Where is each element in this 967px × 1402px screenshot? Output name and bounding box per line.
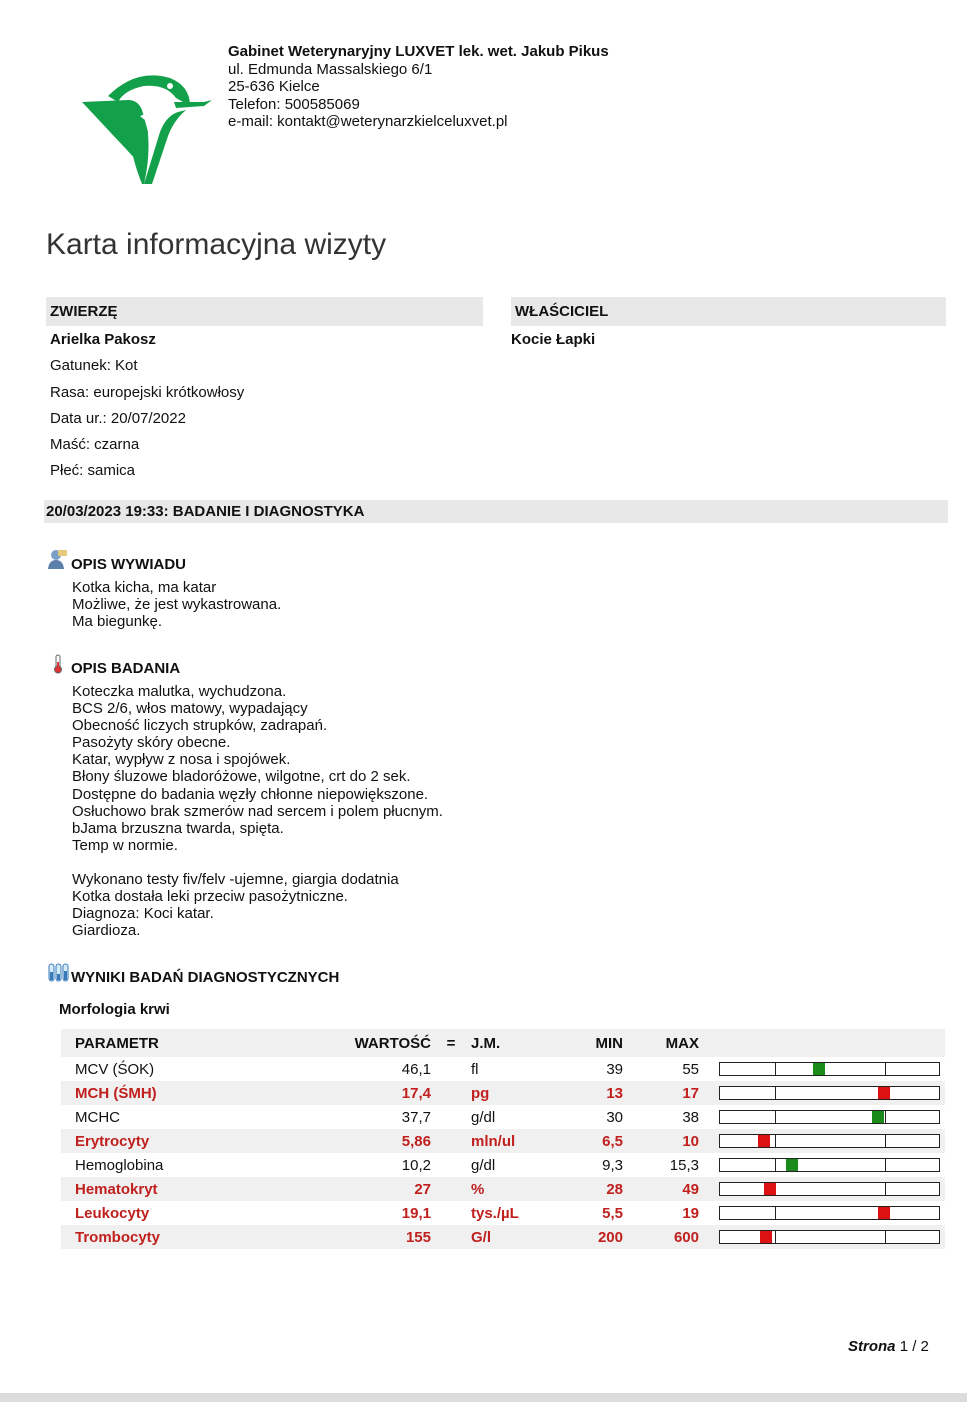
page-bottom-edge xyxy=(0,1393,967,1402)
cell-value: 27 xyxy=(321,1177,431,1201)
cell-unit: tys./µL xyxy=(471,1204,519,1222)
page-label: Strona xyxy=(848,1338,896,1355)
col-header-min: MIN xyxy=(551,1029,623,1057)
exam-line: Koteczka malutka, wychudzona. xyxy=(72,683,287,700)
blood-results-table xyxy=(61,1029,945,1249)
cell-value: 19,1 xyxy=(401,1204,431,1222)
cell-value: 155 xyxy=(321,1225,431,1249)
page-counter xyxy=(848,1338,929,1355)
cell-value: 10,2 xyxy=(401,1156,431,1174)
cell-param: Erytrocyty xyxy=(75,1129,321,1153)
cell-min: 28 xyxy=(551,1177,623,1201)
visit-header: 20/03/2023 19:33: BADANIE I DIAGNOSTYKA xyxy=(44,500,948,523)
cell-min: 6,5 xyxy=(551,1129,623,1153)
range-bar xyxy=(719,1206,940,1220)
exam-line: Wykonano testy fiv/felv -ujemne, giargia dodatnia xyxy=(72,871,399,889)
range-bar xyxy=(719,1230,940,1244)
range-bar xyxy=(719,1086,940,1100)
cell-unit: fl xyxy=(471,1060,479,1078)
exam-line: Pasożyty skóry obecne. xyxy=(72,734,231,752)
range-marker xyxy=(760,1231,772,1243)
owner-info xyxy=(511,327,595,353)
exam-line: Obecność liczych strupków, zadrapań. xyxy=(72,717,328,735)
exam-line: Osłuchowo brak szmerów nad sercem i polem płucnym. xyxy=(72,802,443,820)
range-marker xyxy=(872,1111,884,1123)
history-line: Ma biegunkę. xyxy=(72,613,163,631)
table-header-row xyxy=(61,1029,945,1057)
animal-info xyxy=(50,327,244,485)
cell-param: Trombocyty xyxy=(75,1225,321,1249)
cell-min: 200 xyxy=(551,1225,623,1249)
exam-text xyxy=(72,683,443,939)
cell-max: 49 xyxy=(623,1177,699,1201)
cell-param: MCV (ŚOK) xyxy=(75,1060,155,1078)
exam-line: Diagnoza: Koci katar. xyxy=(72,905,214,923)
exam-line: bJama brzuszna twarda, spięta. xyxy=(72,819,284,837)
col-header-value: WARTOŚĆ xyxy=(321,1029,431,1057)
table-row xyxy=(61,1129,945,1153)
cell-min: 9,3 xyxy=(602,1156,623,1174)
col-header-param: PARAMETR xyxy=(75,1029,321,1057)
col-header-eq: = xyxy=(431,1029,471,1057)
range-bar xyxy=(719,1062,940,1076)
cell-value: 46,1 xyxy=(401,1060,431,1078)
clinic-name: Gabinet Weterynaryjny LUXVET lek. wet. Jakub Pikus xyxy=(228,43,609,60)
exam-line: Kotka dostała leki przeciw pasożytniczne. xyxy=(72,888,348,906)
col-header-unit: J.M. xyxy=(471,1029,551,1057)
cell-param: MCH (ŚMH) xyxy=(75,1081,321,1105)
cell-param: Hemoglobina xyxy=(75,1156,164,1174)
exam-line: Dostępne do badania węzły chłonne niepowiększone. xyxy=(72,785,429,803)
exam-line: BCS 2/6, włos matowy, wypadający xyxy=(72,700,308,718)
exam-line: Katar, wypływ z nosa i spojówek. xyxy=(72,751,291,769)
cell-value: 5,86 xyxy=(321,1129,431,1153)
cell-param: MCHC xyxy=(75,1108,120,1126)
col-header-max: MAX xyxy=(623,1029,699,1057)
range-marker xyxy=(878,1207,890,1219)
cell-min: 13 xyxy=(551,1081,623,1105)
range-bar xyxy=(719,1110,940,1124)
exam-line: Błony śluzowe bladoróżowe, wilgotne, crt do 2 sek. xyxy=(72,768,411,786)
cell-param: Hematokryt xyxy=(75,1177,321,1201)
animal-coat: Maść: czarna xyxy=(50,436,140,454)
history-line: Kotka kicha, ma katar xyxy=(72,579,217,596)
exam-line-blank xyxy=(72,854,443,871)
cell-unit: pg xyxy=(471,1081,551,1105)
range-marker xyxy=(813,1063,825,1075)
range-marker xyxy=(764,1183,776,1195)
clinic-phone: Telefon: 500585069 xyxy=(228,95,360,113)
panel-title: Morfologia krwi xyxy=(59,1001,170,1018)
cell-param: Leukocyty xyxy=(75,1204,150,1222)
exam-title: OPIS BADANIA xyxy=(71,660,181,677)
history-title: OPIS WYWIADU xyxy=(71,556,186,573)
thermometer-icon xyxy=(53,654,63,674)
clinic-header xyxy=(228,43,609,131)
exam-line: Temp w normie. xyxy=(72,836,178,854)
clinic-logo xyxy=(78,72,218,198)
table-row xyxy=(61,1153,945,1177)
animal-heading: ZWIERZĘ xyxy=(46,297,483,326)
cell-unit: g/dl xyxy=(471,1156,496,1174)
range-marker xyxy=(758,1135,770,1147)
results-title: WYNIKI BADAŃ DIAGNOSTYCZNYCH xyxy=(71,969,340,986)
cell-min: 39 xyxy=(606,1060,623,1078)
owner-name: Kocie Łapki xyxy=(511,331,596,348)
cell-unit: mln/ul xyxy=(471,1129,551,1153)
range-bar xyxy=(719,1182,940,1196)
animal-dob: Data ur.: 20/07/2022 xyxy=(50,409,186,427)
clinic-city: 25-636 Kielce xyxy=(228,78,320,95)
cell-unit: % xyxy=(471,1177,551,1201)
range-bar xyxy=(719,1158,940,1172)
cell-min: 5,5 xyxy=(602,1204,623,1222)
range-marker xyxy=(786,1159,798,1171)
table-row xyxy=(61,1105,945,1129)
cell-unit: g/dl xyxy=(471,1108,496,1126)
page-number: 1 xyxy=(899,1338,909,1355)
owner-heading: WŁAŚCICIEL xyxy=(511,297,946,326)
cell-min: 30 xyxy=(606,1108,623,1126)
history-text xyxy=(72,579,281,630)
animal-species: Gatunek: Kot xyxy=(50,357,138,375)
cell-max: 10 xyxy=(623,1129,699,1153)
cell-max: 55 xyxy=(682,1060,699,1078)
animal-sex: Płeć: samica xyxy=(50,462,136,480)
table-row xyxy=(61,1177,945,1201)
page-title: Karta informacyjna wizyty xyxy=(46,228,387,261)
cell-max: 600 xyxy=(623,1225,699,1249)
table-row xyxy=(61,1225,945,1249)
clinic-email: e-mail: kontakt@weterynarzkielceluxvet.pl xyxy=(228,113,508,130)
page-total: / 2 xyxy=(912,1338,929,1355)
cell-value: 17,4 xyxy=(321,1081,431,1105)
interview-icon xyxy=(46,548,68,570)
cell-max: 38 xyxy=(682,1108,699,1126)
exam-line: Giardioza. xyxy=(72,922,141,940)
table-row xyxy=(61,1081,945,1105)
cell-max: 15,3 xyxy=(669,1156,699,1174)
cell-max: 17 xyxy=(623,1081,699,1105)
animal-breed: Rasa: europejski krótkowłosy xyxy=(50,383,245,401)
table-row xyxy=(61,1057,945,1081)
cell-value: 37,7 xyxy=(401,1108,431,1126)
cell-max: 19 xyxy=(682,1204,699,1222)
clinic-address: ul. Edmunda Massalskiego 6/1 xyxy=(228,60,433,78)
cell-unit: G/l xyxy=(471,1225,551,1249)
test-tubes-icon xyxy=(47,963,69,983)
history-line: Możliwe, że jest wykastrowana. xyxy=(72,596,282,614)
range-bar xyxy=(719,1134,940,1148)
animal-name: Arielka Pakosz xyxy=(50,331,156,348)
range-marker xyxy=(878,1087,890,1099)
table-row xyxy=(61,1201,945,1225)
